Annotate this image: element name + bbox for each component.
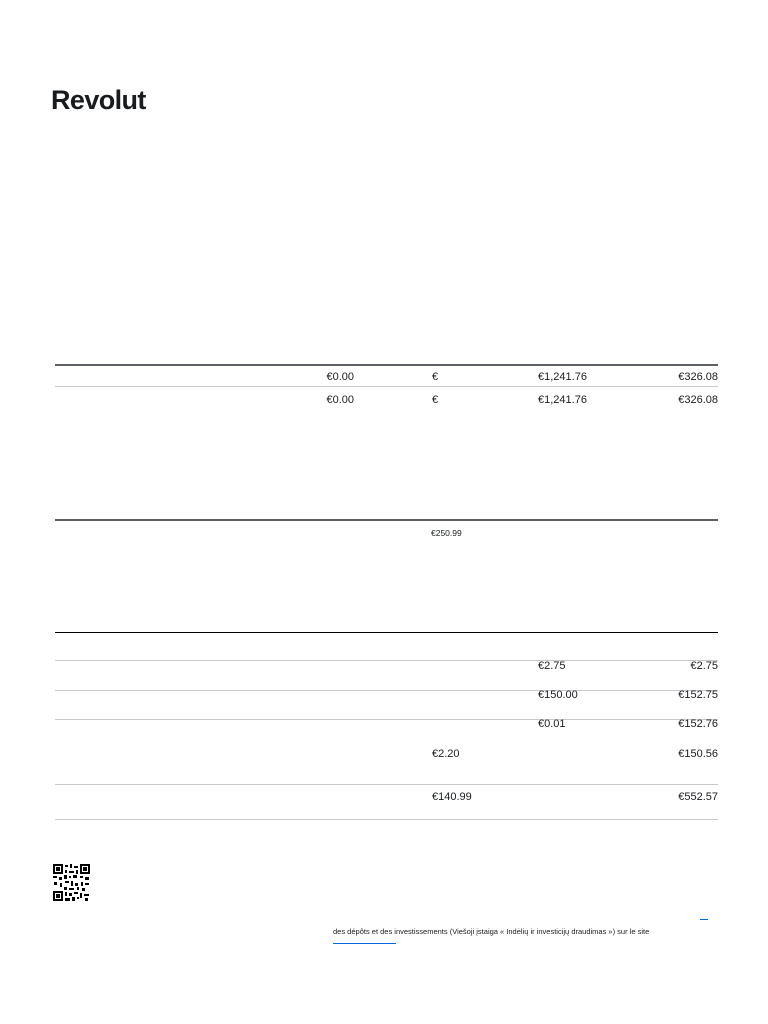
- transaction-3-balance: €152.76: [678, 718, 718, 730]
- summary-row-1-col4: €326.08: [678, 371, 718, 383]
- transaction-divider-3: [55, 784, 718, 785]
- qr-code: [53, 864, 90, 901]
- transaction-4-balance: €150.56: [678, 748, 718, 760]
- footer-link-mark[interactable]: [700, 919, 708, 920]
- summary-row-2-col2: €: [432, 394, 439, 406]
- transaction-3-money-in: €0.01: [538, 718, 566, 730]
- summary-row-1-col1: €0.00: [326, 371, 354, 383]
- transaction-4-money-out: €2.20: [432, 748, 460, 760]
- transactions-header-divider: [55, 660, 718, 661]
- footer-link[interactable]: [333, 943, 396, 944]
- footer-legal-text: des dépôts et des investissements (Viešoji įstaiga « Indėlių ir investicijų draudimas ») sur le site: [333, 927, 650, 936]
- transactions-bottom-rule: [55, 819, 718, 820]
- summary-row-2-col1: €0.00: [326, 394, 354, 406]
- transactions-top-rule: [55, 632, 718, 633]
- pending-amount: €250.99: [431, 528, 462, 538]
- transaction-2-money-in: €150.00: [538, 689, 578, 701]
- transaction-divider-2: [55, 719, 718, 720]
- pending-top-rule: [55, 519, 718, 521]
- summary-row-1-col2: €: [432, 371, 439, 383]
- transaction-divider-1: [55, 690, 718, 691]
- summary-row-1-col3: €1,241.76: [538, 371, 587, 383]
- transaction-2-balance: €152.75: [678, 689, 718, 701]
- summary-top-rule: [55, 364, 718, 366]
- transaction-1-balance: €2.75: [690, 660, 718, 672]
- revolut-logo: Revolut: [51, 85, 146, 115]
- transaction-5-balance: €552.57: [678, 791, 718, 803]
- summary-row-2-col4: €326.08: [678, 394, 718, 406]
- summary-row-2-col3: €1,241.76: [538, 394, 587, 406]
- summary-row-divider: [55, 386, 718, 387]
- transaction-5-money-out: €140.99: [432, 791, 472, 803]
- transaction-1-money-in: €2.75: [538, 660, 566, 672]
